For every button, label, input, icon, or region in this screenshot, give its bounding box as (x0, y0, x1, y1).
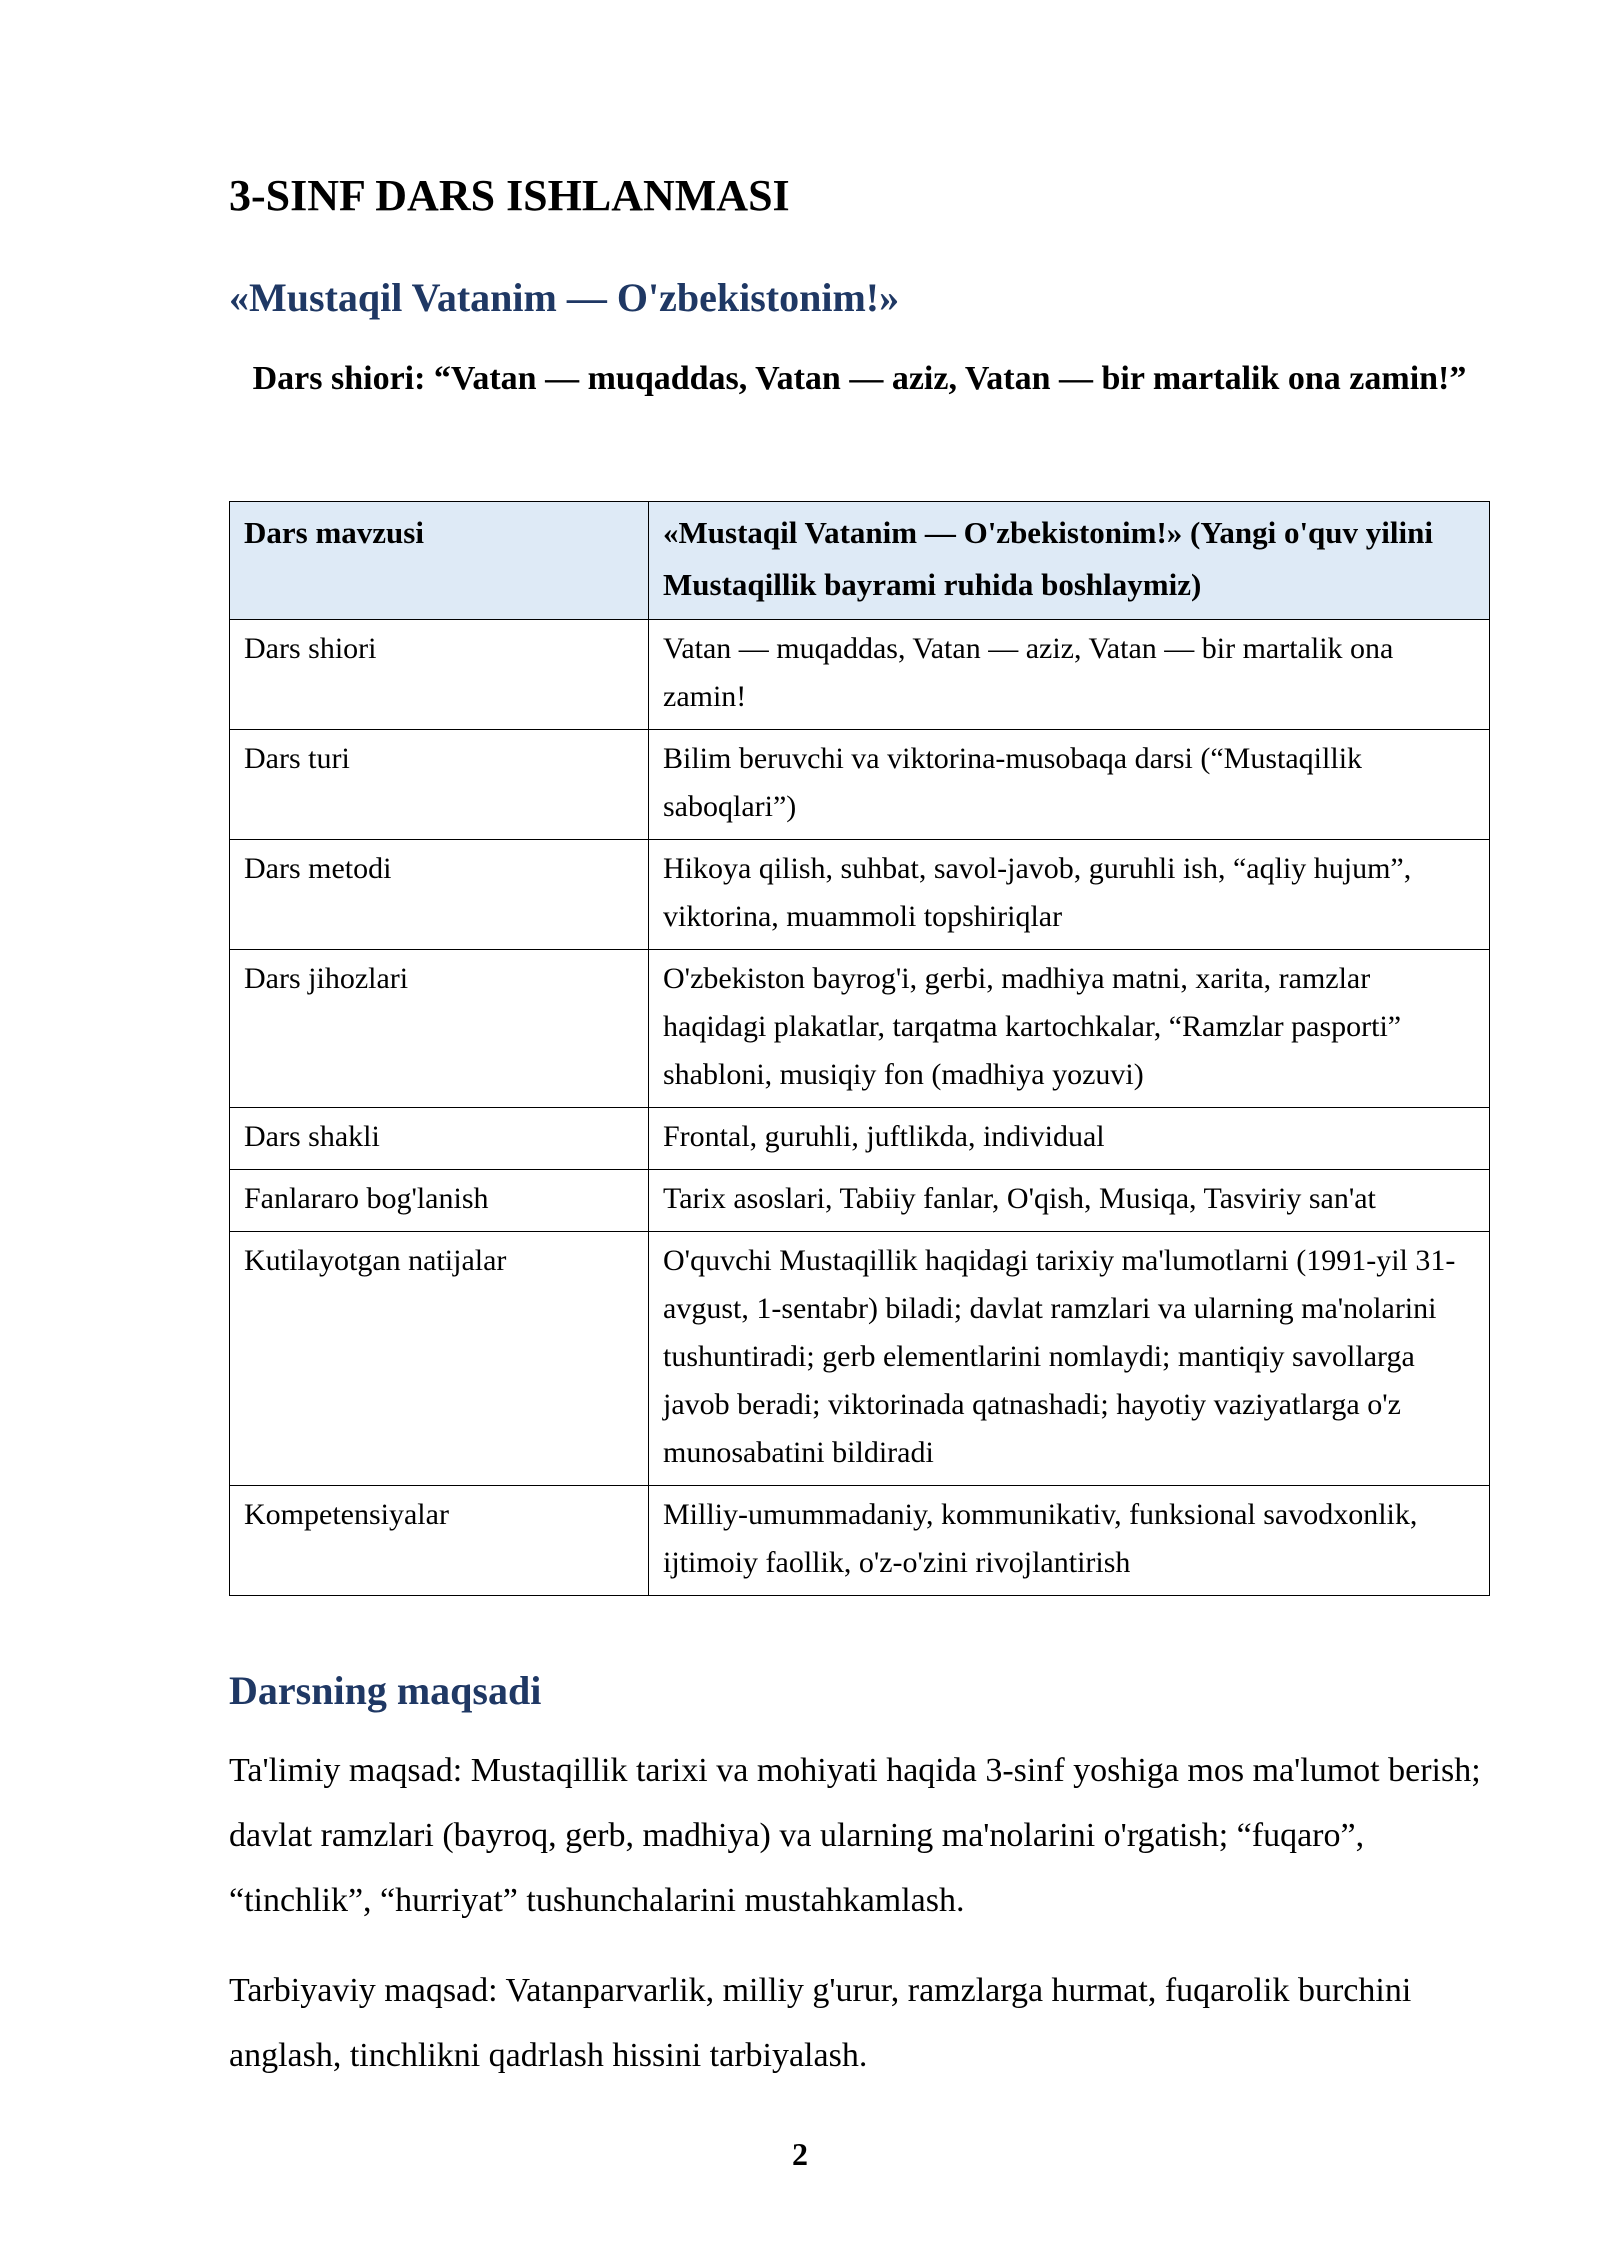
document-title: 3-SINF DARS ISHLANMASI (229, 171, 790, 220)
table-row (230, 1486, 1490, 1596)
educational-goal-paragraph: Ta'limiy maqsad: Mustaqillik tarixi va mohiyati haqida 3-sinf yoshiga mos ma'lumot berish; davlat ramzlari (bayroq, gerb, madhiya) va ularning ma'nolarini o'rgatish; “fuqaro”, “tinchlik”, “hurriyat” tushunchalarini mustahkamlash. (229, 1752, 1481, 1919)
row-value: Frontal, guruhli, juftlikda, individual (649, 1108, 1490, 1170)
row-value: Hikoya qilish, suhbat, savol-javob, guruhli ish, “aqliy hujum”, viktorina, muammoli topshiriqlar (649, 840, 1490, 950)
goals-heading: Darsning maqsadi (229, 1668, 542, 1713)
row-label: Dars metodi (230, 840, 649, 950)
table-row (230, 1232, 1490, 1486)
row-label: Kompetensiyalar (230, 1486, 649, 1596)
row-value: Bilim beruvchi va viktorina-musobaqa darsi (“Mustaqillik saboqlari”) (649, 730, 1490, 840)
row-label: Dars shakli (230, 1108, 649, 1170)
table-row (230, 1170, 1490, 1232)
row-value: Vatan — muqaddas, Vatan — aziz, Vatan — bir martalik ona zamin! (649, 620, 1490, 730)
table-header-row (230, 502, 1490, 620)
table-header-value: «Mustaqil Vatanim — O'zbekistonim!» (Yangi o'quv yilini Mustaqillik bayrami ruhida boshlaymiz) (649, 502, 1490, 620)
page-number: 2 (792, 2136, 808, 2172)
table-header-label: Dars mavzusi (230, 502, 649, 620)
document-subtitle: «Mustaqil Vatanim — O'zbekistonim!» (229, 275, 900, 320)
table-row (230, 620, 1490, 730)
table-row (230, 950, 1490, 1108)
row-label: Dars jihozlari (230, 950, 649, 1108)
row-label: Fanlararo bog'lanish (230, 1170, 649, 1232)
row-value: O'quvchi Mustaqillik haqidagi tarixiy ma'lumotlarni (1991-yil 31-avgust, 1-sentabr) biladi; davlat ramzlari va ularning ma'nolarini tushuntiradi; gerb elementlarini nomlaydi; mantiqiy savollarga javob beradi; viktorinada qatnashadi; hayotiy vaziyatlarga o'z munosabatini bildiradi (649, 1232, 1490, 1486)
lesson-motto: Dars shiori: “Vatan — muqaddas, Vatan — aziz, Vatan — bir martalik ona zamin!” (252, 360, 1467, 397)
lesson-info-table (229, 501, 1490, 1596)
table-row (230, 730, 1490, 840)
row-label: Dars shiori (230, 620, 649, 730)
row-label: Dars turi (230, 730, 649, 840)
table-row (230, 1108, 1490, 1170)
row-value: Milliy-umummadaniy, kommunikativ, funksional savodxonlik, ijtimoiy faollik, o'z-o'zini rivojlantirish (649, 1486, 1490, 1596)
upbringing-goal-paragraph: Tarbiyaviy maqsad: Vatanparvarlik, milliy g'urur, ramzlarga hurmat, fuqarolik burchini anglash, tinchlikni qadrlash hissini tarbiyalash. (229, 1972, 1412, 2074)
row-value: Tarix asoslari, Tabiiy fanlar, O'qish, Musiqa, Tasviriy san'at (649, 1170, 1490, 1232)
row-label: Kutilayotgan natijalar (230, 1232, 649, 1486)
table-row (230, 840, 1490, 950)
row-value: O'zbekiston bayrog'i, gerbi, madhiya matni, xarita, ramzlar haqidagi plakatlar, tarqatma kartochkalar, “Ramzlar pasporti” shabloni, musiqiy fon (madhiya yozuvi) (649, 950, 1490, 1108)
